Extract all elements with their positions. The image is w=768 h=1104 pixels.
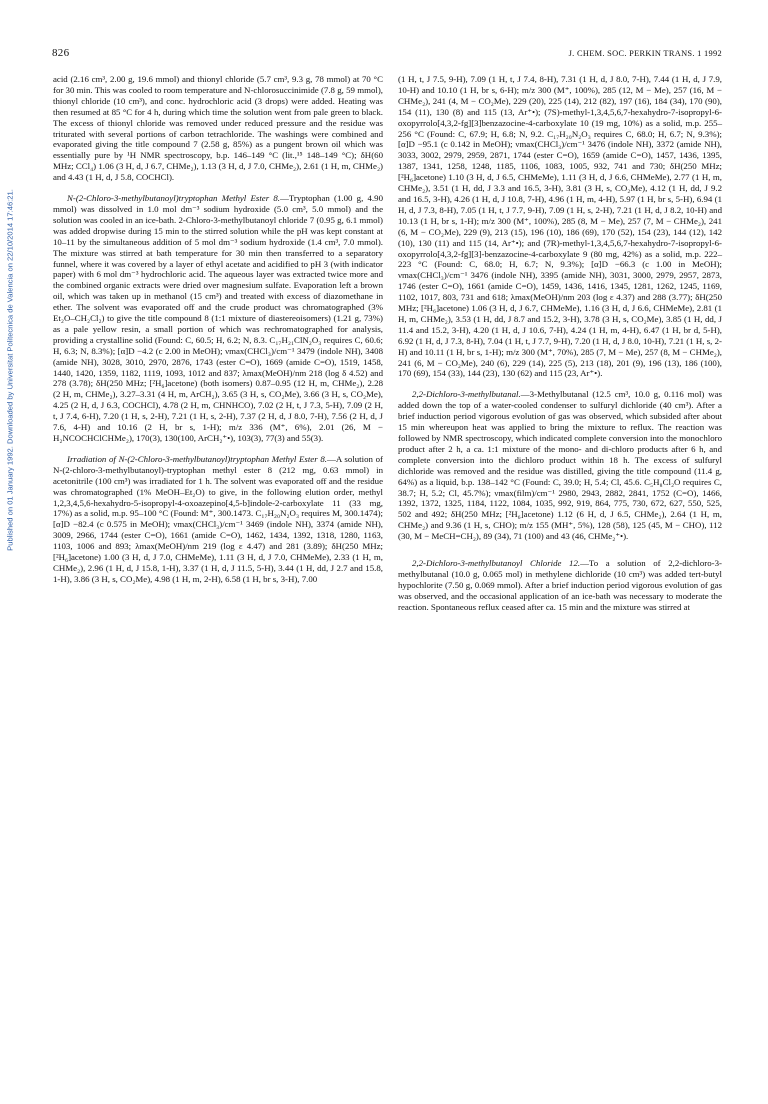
section-heading: N-(2-Chloro-3-methylbutanoyl)tryptophan Methyl Ester 8.: [67, 193, 280, 204]
paragraph: acid (2.16 cm³, 2.00 g, 19.6 mmol) and thionyl chloride (5.7 cm³, 9.3 g, 78 mmol) at 70 °C for 30 min. This was cooled to room temperature and N-chlorosuccinimide (7.8 g, 59 mmol), thionyl chloride (10 cm³), and conc. hydrochloric acid (3 drops) were added. Heating was then resumed at 85 °C for 4 h, during which time the solution went from pale green to black. The excess of thionyl chloride was removed under reduced pressure and the residue was triturated with several portions of carbon tetrachloride. The washings were combined and evaporated giving the title compound 7 (2.58 g, 85%) as a pungent brown oil which was essentially pure by ¹H NMR spectroscopy, b.p. 146–149 °C (lit.,¹⁵ 148–149 °C); δH(60 MHz; CCl₄) 1.06 (3 H, d, J 6.7, CHMe₂), 1.13 (3 H, d, J 7.0, CHMe₂), 2.61 (1 H, m, CHMe₂) and 4.43 (1 H, d, J 5.8, COCHCl).: [53, 74, 383, 183]
paragraph-body: —3-Methylbutanal (12.5 cm³, 10.0 g, 0.116 mol) was added down the top of a water-cooled condenser to sulfuryl dichloride (40 cm³). After a brief induction period vigorous evolution of gas was observed, which subsided after about 15 min whereupon heat was applied to bring the mixture to reflux. The reaction was followed by NMR spectroscopy, which indicated complete conversion into the monochloro product after 2 h, a ca. 1:1 mixture of the mono- and di-chloro products after 6 h, and complete conversion into the dichloro product within 18 h. The excess of sulfuryl dichloride was removed and the residue was distilled, giving the title compound (11.4 g, 64%) as a liquid, b.p. 138–142 °C (Found: C, 39.0; H, 5.4; Cl, 45.6. C₅H₈Cl₂O requires C, 38.7; H, 5.2; Cl, 45.7%); νmax(film)/cm⁻¹ 2980, 2943, 2882, 2841, 1752 (C=O), 1466, 1392, 1372, 1325, 1184, 1122, 1084, 1035, 992, 919, 864, 775, 730, 672, 627, 550, 525, 502 and 492; δH(250 MHz; [²H₆]acetone) 1.12 (6 H, d, J 6.5, CHMe₂), 2.64 (1 H, m, CHMe₂) and 9.36 (1 H, s, CHO); m/z 155 (MH⁺, 5%), 128 (58), 125 (45, M − CHO), 112 (30, M − MeCH=CH₂), 89 (34), 71 (100) and 43 (46, CHMe₂⁺•).: [398, 389, 722, 542]
section-heading: 2,2-Dichloro-3-methylbutanal.: [412, 389, 521, 400]
left-column: [53, 74, 383, 585]
section-heading: 2,2-Dichloro-3-methylbutanoyl Chloride 12.: [412, 558, 581, 569]
paragraph: (1 H, t, J 7.5, 9-H), 7.09 (1 H, t, J 7.4, 8-H), 7.31 (1 H, d, J 8.0, 7-H), 7.44 (1 H, d, J 7.9, 10-H) and 10.10 (1 H, br s, 6-H); m/z 300 (M⁺, 100%), 285 (12, M − Me), 257 (16, M − CHMe₂), 241 (4, M − CO₂Me), 229 (20), 225 (14), 212 (82), 197 (16), 184 (34), 170 (90), 154 (11), 130 (8) and 115 (13, Ar⁺•); (7S)-methyl-1,3,4,5,6,7-hexahydro-7-isopropyl-6-oxopyrrolo[4,3,2-fg][3]benzazocine-4-carboxylate 10 (19 mg, 10%) as a solid, m.p. 255–256 °C (Found: C, 67.9; H, 6.8; N, 9.2. C₁₇H₂₀N₂O₃ requires C, 68.0; H, 6.7; N, 9.3%); [α]D −95.1 (c 0.142 in MeOH); νmax(CHCl₃)/cm⁻¹ 3476 (indole NH), 3372 (amide NH), 3033, 3002, 2979, 2959, 2871, 1744 (ester C=O), 1659 (amide C=O), 1457, 1436, 1395, 1387, 1341, 1258, 1248, 1185, 1106, 1083, 1005, 932, 741 and 730; δH(250 MHz; [²H₆]acetone) 1.10 (3 H, d, J 6.5, CHMeMe), 1.11 (3 H, d, J 6.6, CHMeMe), 2.77 (1 H, m, CHMe₂), 3.51 (1 H, dd, J 3.3 and 16.5, 3-H), 3.81 (3 H, s, CO₂Me), 4.12 (1 H, dd, J 9.2 and 16.5, 3-H), 4.26 (1 H, d, J 10.8, 7-H), 4.96 (1 H, m, 4-H), 5.97 (1 H, br s, 5-H), 6.94 (1 H, d, J 7.3, 8-H), 7.05 (1 H, t, J 7.7, 9-H), 7.09 (1 H, s, 2-H), 7.21 (1 H, d, J 8.2, 10-H) and 10.13 (1 H, br s, 1-H); m/z 300 (M⁺, 100%), 285 (8, M − Me), 257 (7, M − CHMe₂), 241 (6, M − CO₂Me), 229 (9), 213 (15), 196 (10), 186 (69), 170 (52), 154 (23), 144 (12), 142 (10), 130 (11) and 115 (14, Ar⁺•); and (7R)-methyl-1,3,4,5,6,7-hexahydro-7-isopropyl-6-oxopyrrolo[4,3,2-fg][3]-benzazocine-4-carboxylate 9 (80 mg, 42%) as a solid, m.p. 222–223 °C (Found: C, 68.0; H, 6.7; N, 9.3%); [α]D −66.3 (c 1.00 in MeOH); νmax(CHCl₃)/cm⁻¹ 3476 (indole NH), 3395 (amide NH), 3031, 3000, 2979, 2957, 2873, 1746 (ester C=O), 1661 (amide C=O), 1459, 1436, 1416, 1345, 1281, 1262, 1245, 1169, 1102, 1017, 803, 731 and 618; λmax(MeOH)/nm 203 (log ε 4.37) and 288 (3.77); δH(250 MHz; [²H₆]acetone) 1.06 (3 H, d, J 6.7, CHMeMe), 1.16 (3 H, d, J 6.6, CHMeMe), 2.81 (1 H, m, CHMe₂), 3.53 (1 H, dd, J 8.7 and 15.2, 3-H), 3.78 (3 H, s, CO₂Me), 3.85 (1 H, dd, J 11.4 and 15.2, 3-H), 4.20 (1 H, d, J 10.6, 7-H), 4.24 (1 H, m, 4-H), 6.47 (1 H, br d, 5-H), 6.92 (1 H, d, J 7.3, 8-H), 7.04 (1 H, t, J 7.7, 9-H), 7.20 (1 H, d, J 8.0, 10-H), 7.21 (1 H, s, 2-H) and 10.11 (1 H, br s, 1-H); m/z 300 (M⁺, 70%), 285 (7, M − Me), 257 (8, M − CHMe₂), 241 (6, M − CO₂Me), 240 (6), 229 (14), 225 (5), 213 (18), 201 (9), 196 (13), 186 (100), 170 (69), 154 (33), 144 (23), 130 (62) and 115 (23, Ar⁺•).: [398, 74, 722, 379]
right-column: [398, 74, 722, 613]
section-heading: Irradiation of N-(2-Chloro-3-methylbutanoyl)tryptophan Methyl Ester 8.: [67, 453, 327, 464]
download-notice-text: Published on 01 January 1992. Downloaded by Universitat Politecnica de Valencia on 22/10/2014 17:46:21.: [5, 189, 15, 551]
paragraph: [398, 558, 722, 613]
download-notice: [4, 130, 16, 610]
page-number: 826: [52, 47, 70, 59]
paragraph: [398, 389, 722, 542]
paragraph-body: —A solution of N-(2-chloro-3-methylbutanoyl)-tryptophan methyl ester 8 (212 mg, 0.63 mmol) in acetonitrile (100 cm³) was irradiated for 1 h. The solvent was evaporated off and the residue was chromatographed (1% MeOH–Et₂O) to give, in the following elution order, methyl 1,2,3,4,5,6-hexahydro-5-isopropyl-4-oxoazepino[4,5-b]indole-2-carboxylate 11 (33 mg, 17%) as a solid, m.p. 95–100 °C (Found: M⁺, 300.1473. C₁₇H₂₀N₂O₃ requires M, 300.1474); [α]D −82.4 (c 0.575 in MeOH); νmax(CHCl₃)/cm⁻¹ 3469 (indole NH), 3374 (amide NH), 3009, 2966, 1744 (ester C=O), 1661 (amide C=O), 1462, 1434, 1392, 1318, 1280, 1163, 1103, 1006 and 893; λmax(MeOH)/nm 219 (log ε 4.47) and 281 (3.89); δH(250 MHz; [²H₆]acetone) 1.00 (3 H, d, J 7.0, CHMeMe), 1.11 (3 H, d, J 7.0, CHMeMe), 2.33 (1 H, m, CHMe₂), 2.96 (1 H, d, J 15.8, 1-H), 3.37 (1 H, d, J 11.5, 5-H), 3.44 (1 H, dd, J 2.7 and 15.8, 1-H), 3.86 (3 H, s, CO₂Me), 4.98 (1 H, m, 2-H), 6.58 (1 H, br s, 3-H), 7.00: [53, 453, 383, 584]
paragraph-body: —To a solution of 2,2-dichloro-3-methylbutanal (10.0 g, 0.065 mol) in methylene dichloride (10 cm³) was added tert-butyl hypochlorite (7.50 g, 0.069 mmol). After a brief induction period vigorous evolution of gas was observed, and the occasional application of an ice-bath was necessary to moderate the reaction. Spontaneous reflux ceased after ca. 15 min and the mixture was stirred at: [398, 558, 722, 612]
running-head: J. CHEM. SOC. PERKIN TRANS. 1 1992: [568, 49, 722, 58]
paragraph-body: —Tryptophan (1.00 g, 4.90 mmol) was dissolved in 1.0 mol dm⁻³ sodium hydroxide (5.0 cm³, 5.0 mmol) and the solution was cooled in an ice-bath. 2-Chloro-3-methylbutanoyl chloride 7 (0.95 g, 6.1 mmol) was added dropwise during 15 min to the stirred solution while the pH was kept constant at 10–11 by the simultaneous addition of 5 mol dm⁻³ sodium hydroxide (1.4 cm³, 7.0 mmol). The mixture was stirred at bath temperature for 30 min then transferred to a separatory funnel, where it was covered by a layer of ethyl acetate and acidified to pH 3 (with indicator paper) with 6 mol dm⁻³ hydrochloric acid. The aqueous layer was extracted twice more and the combined organic extracts were dried over magnesium sulfate. Evaporation left a brown oil, which was taken up in methanol (15 cm³) and treated with excess of diazomethane in ether. The solvent was evaporated off and the crude product was chromatographed (3% Et₂O–CH₂Cl₂) to give the title compound 8 (1:1 mixture of diastereoisomers) (1.21 g, 73%) as a pale yellow resin, a small portion of which was rechromatographed for analysis, providing a crystalline solid (Found: C, 60.5; H, 6.2; N, 8.3. C₁₇H₂₁ClN₂O₃ requires C, 60.6; H, 6.3; N, 8.3%); [α]D −4.2 (c 2.00 in MeOH); νmax(CHCl₃)/cm⁻¹ 3479 (indole NH), 3408 (amide NH), 3028, 3010, 2970, 2876, 1743 (ester C=O), 1669 (amide C=O), 1519, 1458, 1440, 1420, 1359, 1182, 1119, 1093, 1012 and 837; λmax(MeOH)/nm 218 (log δ 4.52) and 278 (3.78); δH(250 MHz; [²H₆]acetone) (both isomers) 0.87–0.95 (12 H, m, CHMe₂), 2.28 (2 H, m, CHMe₂), 3.27–3.31 (4 H, m, ArCH₂), 3.65 (3 H, s, CO₂Me), 3.66 (3 H, s, CO₂Me), 4.25 (2 H, d, J 6.3, COCHCl), 4.78 (2 H, m, CHNHCO), 7.02 (2 H, t, J 7.3, 5-H), 7.09 (2 H, t, J 7.4, 6-H), 7.20 (1 H, s, 2-H), 7.21 (1 H, s, 2-H), 7.37 (2 H, d, J 8.0, 7-H), 7.56 (2 H, d, J 7.6, 4-H) and 10.16 (2 H, br s, 1-H); m/z 336 (M⁺, 6%), 2.01 (26, M − H₂NCOCHClCHMe₂), 170(3), 130(100, ArCH₂⁺•), 103(3), 77(3) and 55(3).: [53, 193, 383, 443]
paragraph: [53, 193, 383, 444]
paragraph: [53, 454, 383, 585]
